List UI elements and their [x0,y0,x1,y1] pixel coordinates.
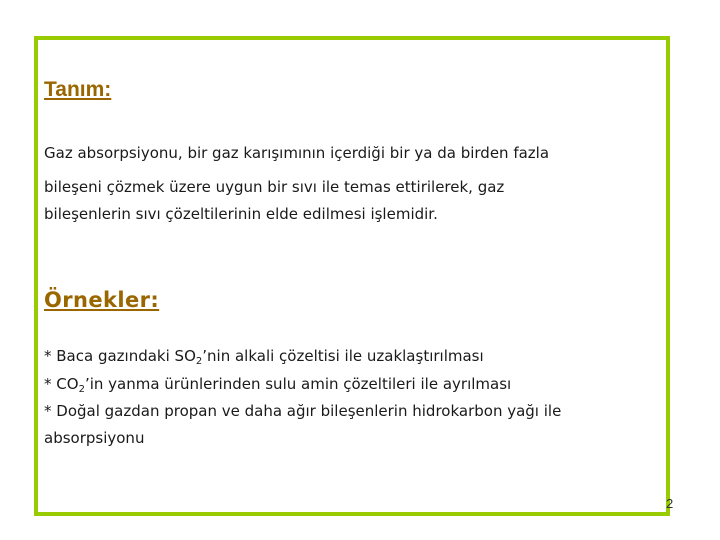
example-item [44,347,484,365]
example-text: * Doğal gazdan propan ve daha ağır bileşenlerin hidrokarbon yağı ile [44,402,562,420]
examples-heading: Örnekler: [44,288,160,312]
example-text: absorpsiyonu [44,429,145,447]
example-item [44,429,144,447]
subscript: 2 [78,384,85,395]
example-text: * Baca gazındaki SO [44,347,196,365]
definition-line: Gaz absorpsiyonu, bir gaz karışımının içerdiği bir ya da birden fazla [44,144,550,162]
example-text: ’nin alkali çözeltisi ile uzaklaştırılması [202,347,484,365]
definition-line: bileşeni çözmek üzere uygun bir sıvı ile temas ettirilerek, gaz [44,178,505,196]
definition-heading: Tanım: [44,78,112,101]
subscript: 2 [195,356,203,367]
example-text: ’in yanma ürünlerinden sulu amin çözeltileri ile ayrılması [84,375,512,393]
example-text: * CO [44,375,79,393]
example-item [44,375,511,393]
example-item [44,402,561,420]
page-number: 2 [666,496,674,511]
definition-line: bileşenlerin sıvı çözeltilerinin elde edilmesi işlemidir. [44,205,438,223]
